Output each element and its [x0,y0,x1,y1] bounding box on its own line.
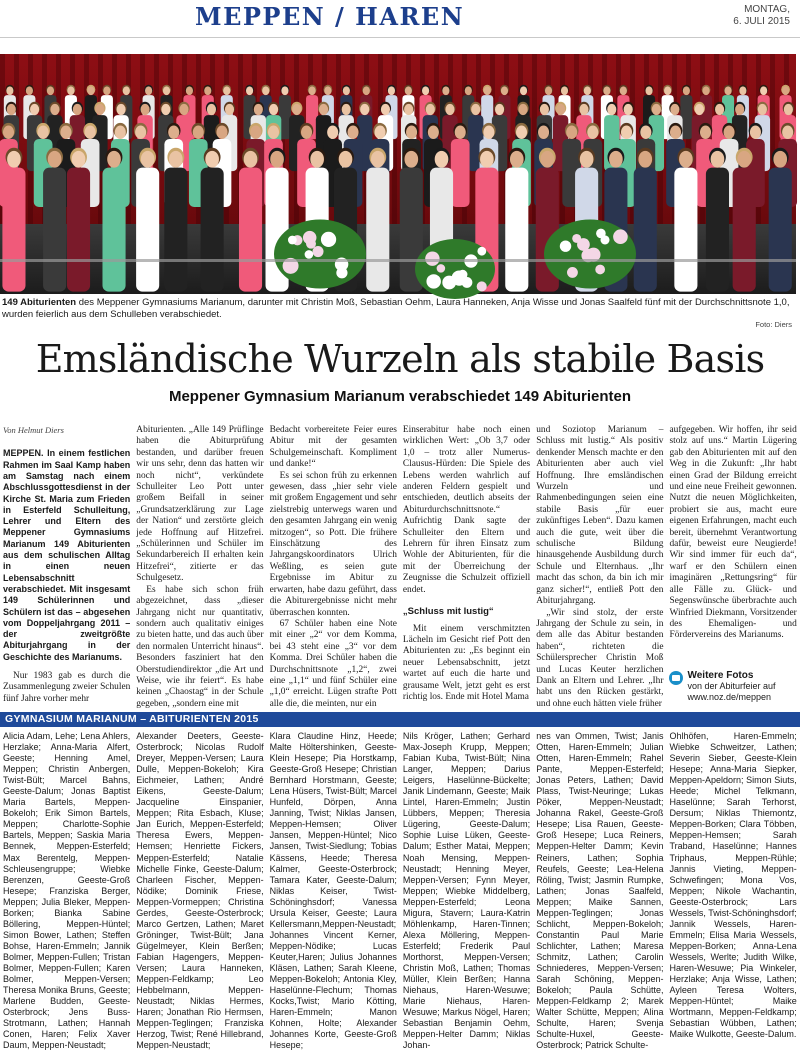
more-photos-title: Weitere Fotos [687,669,754,681]
graduates-column: Alicia Adam, Lehe; Lena Ahlers, Herzlake; Anna-Maria Alfert, Geeste; Henning Amel, Meppen; Christin Anbergen, Twist-Bült; Marcel Bahns, Geeste-Dalum; Jonas Baptist Maria Bartels, Meppen-Bokeloh; Erik Simon Bartels, Meppen; Charlotte-Sophie Bartels, Meppen; Saskia Maria Bennek, Meppen-Esterfeld; Max Berentelg, Meppen-Schleusengruppe; Wiebke Berenzen, Geeste-Groß Hesepe; Franziska Berger, Meppen; Julia Bleker, Meppen-Borken; Bianka Sabine Böllering, Meppen-Hüntel; Simon Bower, Lathen; Steffen Bohse, Haren-Emmeln; Jannik Bolmer, Meppen-Fullen; Tristan Bolmer, Meppen-Fullen; Karen Bolmer, Meppen-Versen; Theresa Monika Bruns, Geeste; Marlene Budden, Geeste-Osterbrock; Jens Buss-Strotmann, Lathen; Hannah Conen, Haren; Felix Xaver Daum, Meppen-Neustadt; [3,731,131,1051]
graduates-column: nes van Ommen, Twist; Janis Otten, Haren-Emmeln; Julian Otten, Haren-Emmeln; Rahel Pante, Meppen-Esterfeld; Jonas Peters, Lathen; David Plass, Twist-Neuringe; Lukas Pöker, Meppen-Neustadt; Johanna Rakel, Geeste-Groß Hesepe; Lisa Rauen, Geeste-Groß Hesepe; Luca Reiners, Meppen-Helter Damm; Kevin Reiners, Lathen; Sophia Reufels, Geeste; Lea-Helena Röling, Twist; Jasmin Rumpke, Lathen; Jonas Saalfeld, Meppen; Maike Sannen, Meppen-Teglingen; Jonas Schlicht, Meppen-Bokeloh; Constantin Paul Marie Schlichter, Lathen; Maresa Schmitz, Lathen; Carolin Schniederes, Meppen-Versen; Sarah Schöning, Meppen-Bokeloh; Paula Schütte, Meppen-Feldkamp 2; Marek Walter Schütte, Meppen; Alina Schulte, Haren; Svenja Schulte-Huxel, Geeste-Osterbrock; Patrick Schulte- [536,731,664,1051]
camera-icon [669,671,683,685]
photo-caption [2,297,796,320]
article-paragraph: Mit einem verschmitzten Lächeln im Gesicht rief Pott den Abiturienten zu: „Es beginnt ein neuer Lebensabschnitt, jetzt wartet auf euch die harte und grausame Welt, jetzt geht es erst richtig los. Ende mit Hotel Mama [402,623,531,702]
article-paragraph: „Wir sind stolz, der erste Jahrgang der Schule zu sein, in dem alle das Abitur bestanden haben“, richteten die Schülersprecher Christin Moß und Lucas Keuter herzlichen Dank an Eltern und Lehrer. „Ihr habt uns den Rücken gestärkt, und ohne euch hätten viele früher [536,607,664,709]
article-body [3,425,797,710]
article-paragraph: Nur 1983 gab es durch die Zusammenlegung zweier Schulen fünf Jahre vorher mehr [3,671,131,704]
article-paragraph: Abiturienten. „Alle 149 Prüflinge haben die Abiturprüfung bestanden, und darüber freuen wir uns sehr, denn das hatten wir noch nicht“, verkündete Schulleiter Leo Pott unter großem Beifall in seiner „Grundsatzerklärung zur Lage der Nation“ und zerstörte gleich jede Hoffnung auf Hitzefrei. „Schülerinnen und Schüler im Sekundarbereich II erhalten kein Hitzefrei“, zitierte er das Schulgesetz. [136,425,264,584]
graduates-column: Nils Kröger, Lathen; Gerhard Max-Joseph Krupp, Meppen; Fabian Kuba, Twist-Bült; Nina Langer, Meppen; Darius Leigers, Haselünne-Bückelte; Janik Lindemann, Geeste; Maik Lintel, Haren-Emmeln; Justin Lübbers, Meppen; Theresia Lügering, Geeste-Dalum; Sophie Luise Lüken, Geeste-Dalum; Esther Matai, Meppen; Noah Mensing, Meppen-Neustadt; Henning Meyer, Meppen-Versen; Fynn Meyer, Meppen; Wiebke Middelberg, Meppen-Esterfeld; Leona Migura, Stavern; Laura-Katrin Möhlenkamp, Haren-Tinnen; Alexa Möllering, Meppen-Esterfeld; Frederik Paul Morthorst, Meppen-Versen; Christin Moß, Lathen; Thomas Müller, Klein Berßen; Hanna Niehaus, Haren-Wesuwe; Marie Niehaus, Haren-Wesuwe; Markus Nögel, Haren; Sebastian Benjamin Oehm, Meppen-Helter Damm; Niklas Johan- [402,731,531,1051]
more-photos-text: von der Abiturfeier auf [687,680,776,691]
more-photos-link[interactable]: www.noz.de/meppen [687,691,772,702]
caption-bold: 149 Abiturienten [2,297,77,308]
article-subhead: „Schluss mit lustig“ [402,606,494,618]
issue-day: 6. JULI 2015 [733,16,790,27]
group-photo [0,54,796,294]
more-photos-teaser[interactable] [669,670,796,703]
article-column-3 [270,425,397,710]
caption-text: des Meppener Gymnasiums Marianum, darunter mit Christin Moß, Sebastian Oehm, Laura Hanneken, Anja Wisse und Jonas Saalfeld fünf mit der Durchschnittsnote 1,0, wurden feierlich aus dem Schulleben verabschiedet. [2,297,790,320]
subheadline: Meppener Gymnasium Marianum verabschiedet 149 Abiturienten [168,388,632,405]
photo-credit: Foto: Diers [755,320,792,329]
graduates-list [3,731,797,1051]
masthead [0,0,800,38]
graduates-column: Ohlhöfen, Haren-Emmeln; Wiebke Schweitzer, Lathen; Severin Sieber, Geeste-Klein Hesepe; Anna-Maria Siepker, Meppen-Apeldorn; Simon Siuts, Heede; Michel Telkmann, Haselünne; Sarah Terhorst, Dersum; Niklas Thiemontz, Meppen-Borken; Clara Többen, Meppen-Hemsen; Sarah Traband, Haselünne; Hannes Triphaus, Meppen-Rühle; Jannis Vieting, Meppen-Schwefingen; Mona Vos, Meppen; Nikole Wachantin, Geeste-Osterbrock; Lars Wessels, Twist-Schöninghsdorf; Jannik Wessels, Haren-Emmeln; Elisa Maria Wessels, Meppen-Borken; Anna-Lena Wessels, Werlte; Judith Wilke, Haren-Wesuwe; Pia Winkeler, Herzlake; Anja Wisse, Lathen; Ayleen Teresa Wolters, Meppen-Hüntel; Maike Wortmann, Meppen-Feldkamp; Sebastian Wübben, Lathen; Maike Wulkotte, Geeste-Dalum. [669,731,797,1040]
graduates-band-title: GYMNASIUM MARIANUM – ABITURIENTEN 2015 [5,713,259,725]
issue-date [733,4,790,28]
article-column-5 [536,425,663,710]
graduates-band [0,712,800,727]
article-lead: MEPPEN. In einem festlichen Rahmen im Saal Kamp haben am Samstag nach einem Abschlussgottesdienst in der Kirche St. Maria zum Frieden in Esterfeld Schulleitung, Lehrer und Eltern des Meppener Gymnasiums Marianum 149 Abiturienten aus dem schulischen Alltag in einen neuen Lebensabschnitt verabschiedet. Mit insgesamt 149 Schülerinnen und Schülern ist das – abgesehen vom Doppeljahrgang 2011 – der zweitgrößte Abiturjahrgang in der Geschichte des Marianums. [3,448,131,662]
issue-weekday: MONTAG, [744,4,790,15]
article-paragraph: Einserabitur habe noch einen wirklichen Wert: „Ob 3,7 oder 1,0 – trotz aller Numerus-Clausus-Hürden: Die Spiele des Lebens werden wahrlich auf anderen Feldern gespielt und entschieden, deutlich abseits der Abiturdurchschnittsnote.“ Aufrichtig Dank sagte der Schulleiter den Eltern und Lehrern für ihren Einsatz zum Wohle der Abiturienten, für die mit der Überreichung der Zeugnisse die Schulzeit offiziell endet. [402,425,531,595]
article-column-4 [403,425,530,710]
article-paragraph: aufgegeben. Wir hoffen, ihr seid stolz auf uns.“ Martin Lügering gab den Abiturienten mit auf den Weg in die Zukunft: „Ihr habt einen Grad der Bildung erreicht und eine neue Freiheit gewonnen. Nutzt die neuen Möglichkeiten, probiert sie aus, macht eure eigenen Erfahrungen, macht euch bereit, übernehmt Verantwortung dafür, beweist eure Neugierde! Wir sind immer für euch da“, warf er den Schülern einen imaginären „Rettungsring“ für alle Fälle zu. Glück- und Segenswünsche überbrachte auch Winfried Diekmann, Vorsitzender des Ehemaligen- und Fördervereins des Marianums. [669,425,797,641]
article-column-6 [669,425,796,710]
group-photo-image [0,54,796,294]
article-column-2 [136,425,263,710]
section-title: MEPPEN / HAREN [195,2,465,31]
author-line: Von Helmut Diers [3,425,64,435]
graduates-column: Alexander Deeters, Geeste-Osterbrock; Nicolas Rudolf Dreyer, Meppen-Versen; Laura Dulle, Meppen-Bokeloh; Kira Eichmeier, Lathen; André Eikens, Geeste-Dalum; Jacqueline Einspanier, Meppen; Rita Esbach, Kluse; Jan Eurich, Meppen-Esterfeld; Theresa Ewers, Meppen-Hemsen; Henriette Fickers, Meppen-Esterfeld; Natalie Michelle Finke, Geeste-Dalum; Charleen Fischer, Meppen-Nödike; Dominik Friese, Meppen-Vormeppen; Christina Gerdes, Geeste-Osterbrock; Marco Gertzen, Lathen; Maret Gröninger, Twist-Bült; Jana Gügelmeyer, Klein Berßen; Fabian Hagengers, Meppen-Versen; Laura Hanneken, Meppen-Feldkamp; Leo Hebbelmann, Meppen-Neustadt; Niklas Hermes, Haren; Jonathan Rio Hermsen, Meppen-Teglingen; Franziska Herzog, Twist; René Hillebrand, Meppen-Neustadt; [136,731,264,1051]
graduates-column: Klara Claudine Hinz, Heede; Malte Höltershinken, Geeste-Klein Hesepe; Pia Horstkamp, Geeste-Groß Hesepe; Christian Bernhard Horstmann, Geeste; Lena Hüsers, Twist-Bült; Marcel Hunfeld, Dörpen, Anna Janning, Twist; Niklas Jansen, Meppen-Hemsen; Oliver Jansen, Meppen-Hüntel; Nico Jansen, Twist-Siedlung; Tobias Kässens, Heede; Theresa Kalmer, Geeste-Osterbrock; Tamara Kater, Geeste-Dalum; Niklas Keiser, Twist-Schöninghsdorf; Vanessa Ursula Keiser, Geeste; Laura Kellersmann,Meppen-Neustadt; Johannes Vincent Kerner, Meppen-Nödike; Lucas Keuter,Haren; Julius Johannes Kläsen, Lathen; Sarah Kleene, Meppen-Bokeloh; Antonia Kley, Haselünne-Flechum; Thomas Kocks,Twist; Mario Kötting, Haren-Emmeln; Manon Kohnen, Holte; Alexander Johannes Korte, Geeste-Groß Hesepe; [269,731,397,1051]
article-column-1 [3,425,130,710]
article-paragraph: Es habe sich schon früh abgezeichnet, dass „dieser Jahrgang nicht nur quantitativ, sondern auch qualitativ einiges zu bieten hatte, und das auch über den normalen Unterricht hinaus“. Besonders fasziniert hat den Oberstudiendirektor „die Art und Weise, wie ihr feiert“. Es habe keinen „Chaostag“ in der Schule gegeben, „sondern eine mit [136,584,264,709]
article-paragraph: und Soziotop Marianum – Schluss mit lustig.“ Als positiv denkender Mensch machte er den Abiturienten aber auch viel Hoffnung. Ihre emsländischen Wurzeln und Rahmenbedingungen seien eine stabile Basis „für euer zukünftiges Leben“. Dazu kamen auch die gute, weit über die schulische Bildung hinausgehende Ausbildung durch Schule und Elternhaus. „Ihr macht das schon, da bin ich mir ganz sicher!“, entließ Pott den Abiturjahrgang. [536,425,664,607]
article-paragraph: 67 Schüler haben eine Note mit einer „2“ vor dem Komma, bei 43 steht eine „3“ vor dem Komma. Drei Schüler haben die Durchschnittsnote „1,2“, zwei eine „1,1“ und fünf Schüler eine „1,0“ erreicht. Lügen strafte Pott alle die, die meinten, nur ein [269,618,397,709]
article-paragraph: Es sei schon früh zu erkennen gewesen, dass „hier sehr viele mit großem Engagement und sehr zielstrebig unterwegs waren und den gesamten Jahrgang ein wenig mitzogen“, so Pott. Die frühere Einschätzung des Jahrgangskoordinators Ulrich Weßling, es seien gute Ergebnisse im Abitur zu erwarten, habe dazu geführt, dass die Abiturergebnisse nicht mehr überraschen konnten. [269,470,397,618]
article-paragraph: Bedacht vorbereitete Feier eures Abitur mit der gesamten Schulgemeinschaft. Kompliment und danke!“ [269,425,397,470]
headline: Emsländische Wurzeln als stabile Basis [35,337,765,381]
